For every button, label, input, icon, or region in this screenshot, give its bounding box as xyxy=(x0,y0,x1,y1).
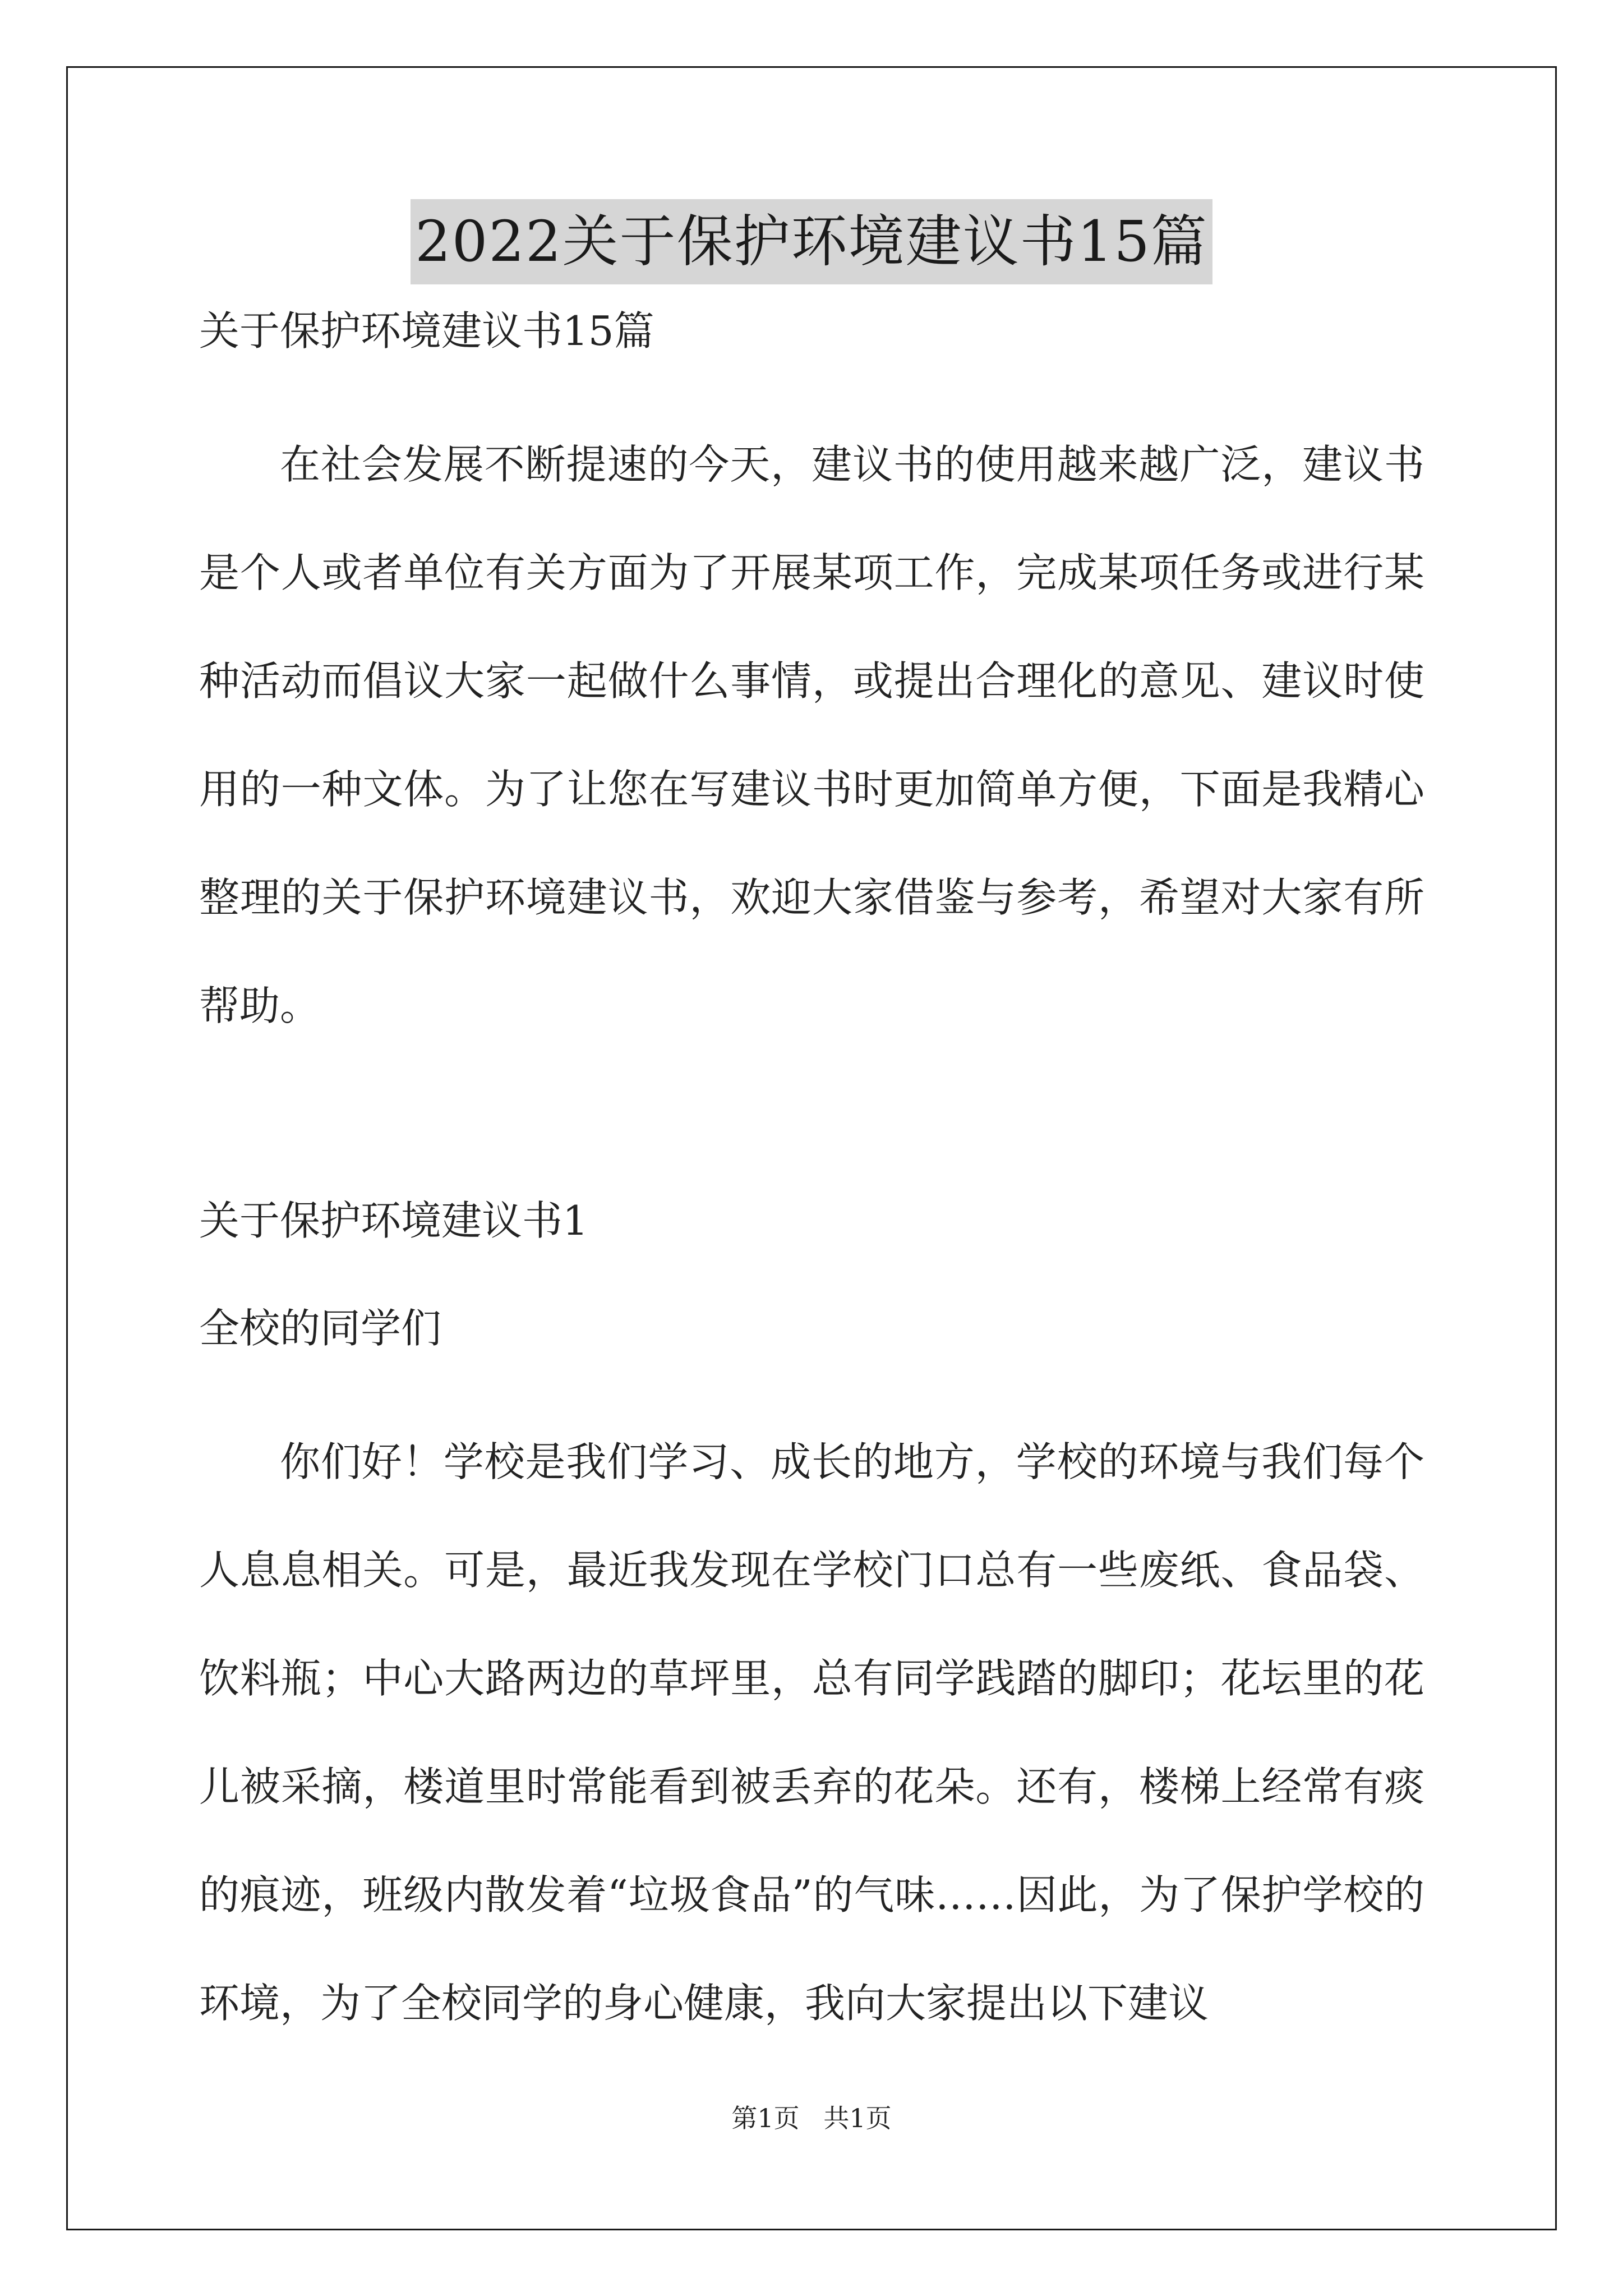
section-heading: 关于保护环境建议书1 xyxy=(199,1197,588,1244)
body-paragraph: 你们好！学校是我们学习、成长的地方，学校的环境与我们每个人息息相关。可是，最近我发现在学校门口总有一些废纸、食品袋、饮料瓶；中心大路两边的草坪里，总有同学践踏的脚印；花坛里的花儿被采摘，楼道里时常能看到被丢弃的花朵。还有，楼梯上经常有痰的痕迹，班级内散发着“垃圾食品”的气味……因此，为了保护学校的环境，为了全校同学的身心健康，我向大家提出以下建议 xyxy=(199,1438,1424,2027)
salutation: 全校的同学们 xyxy=(199,1305,442,1352)
page-number-current: 第1页 xyxy=(731,2103,800,2133)
page-number-total: 共1页 xyxy=(823,2103,892,2133)
title-container xyxy=(0,199,1623,284)
intro-paragraph: 在社会发展不断提速的今天，建议书的使用越来越广泛，建议书是个人或者单位有关方面为了开展某项工作，完成某项任务或进行某种活动而倡议大家一起做什么事情，或提出合理化的意见、建议时使用的一种文体。为了让您在写建议书时更加简单方便，下面是我精心整理的关于保护环境建议书，欢迎大家借鉴与参考，希望对大家有所帮助。 xyxy=(199,441,1424,1029)
document-title: 2022关于保护环境建议书15篇 xyxy=(411,199,1212,284)
document-body xyxy=(199,303,1424,2058)
page-footer xyxy=(0,2098,1623,2135)
document-subtitle: 关于保护环境建议书15篇 xyxy=(199,307,654,355)
